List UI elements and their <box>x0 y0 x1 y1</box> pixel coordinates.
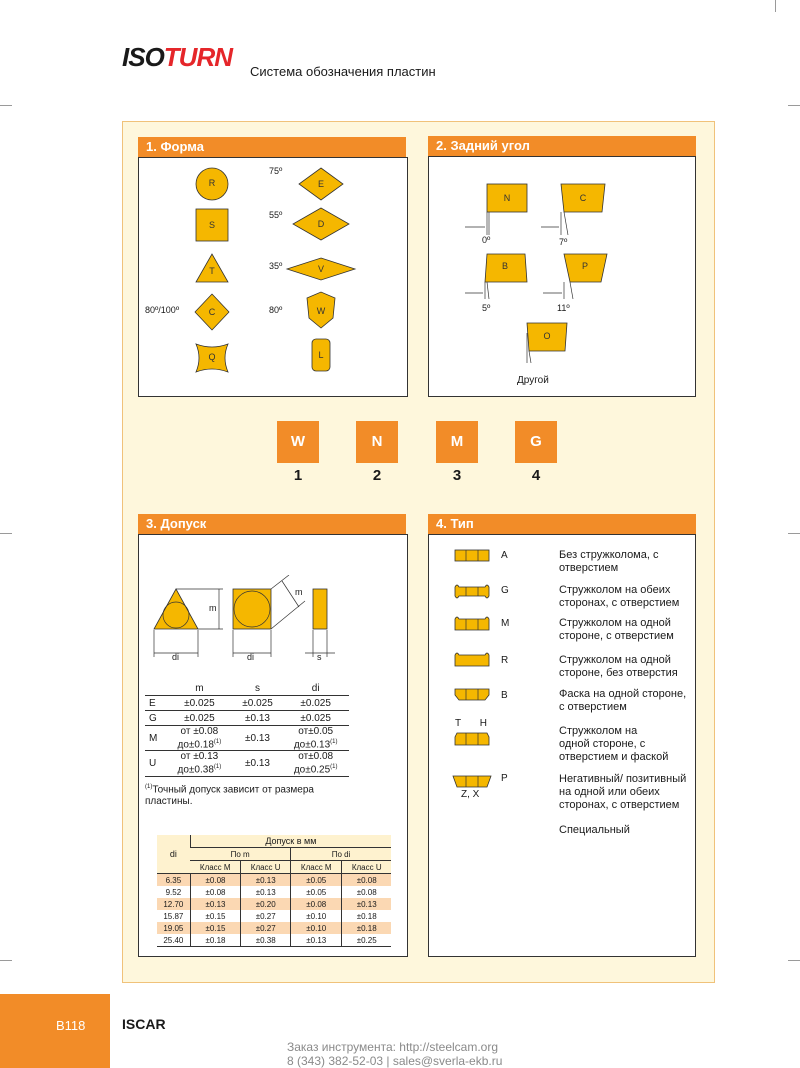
type-code-p: P <box>501 773 508 784</box>
table-row: 6.35 ±0.08 ±0.13 ±0.05 ±0.08 <box>157 874 391 887</box>
type-icons <box>449 545 529 825</box>
page-number: B118 <box>56 1018 86 1033</box>
section-tolerance-title: 3. Допуск <box>138 514 406 534</box>
section-shape-box <box>138 157 408 397</box>
clearance-b: B <box>501 261 508 271</box>
col-di-header: di <box>157 835 190 874</box>
label-r: R <box>208 178 216 188</box>
label-q: Q <box>208 352 216 362</box>
label-d: D <box>317 219 325 229</box>
code-number-4: 4 <box>531 467 541 484</box>
crop-mark <box>775 0 776 12</box>
type-code-g: G <box>501 585 509 596</box>
angle-c: 80º/100º <box>145 305 180 315</box>
table-row: M от ±0.08 $до\pm 0.18^{(1)}$ ±0.13 от±0.05 $до\pm 0.13^{(1)}$ <box>145 726 349 751</box>
crop-mark <box>788 533 800 534</box>
dim-m1: m <box>209 603 217 613</box>
label-t: T <box>209 266 215 276</box>
clearance-p: P <box>581 261 588 271</box>
angle-p: 11º <box>557 303 570 313</box>
dop-title: Допуск в мм <box>190 835 391 848</box>
crop-mark <box>0 105 12 106</box>
crop-mark <box>0 533 12 534</box>
section-type-title: 4. Тип <box>428 514 696 534</box>
type-code-th: T H <box>455 718 487 729</box>
type-text-b: Фаска на одной стороне, с отверстием <box>559 688 687 713</box>
type-code-zx: Z, X <box>461 789 480 800</box>
section-clearance-box <box>428 156 696 397</box>
table-row: U от ±0.13 $до\pm 0.38^{(1)}$ ±0.13 от±0.08 $до\pm 0.25^{(1)}$ <box>145 751 349 776</box>
type-text-th: Стружколом на одной стороне, с отверстием и фаской <box>559 725 669 763</box>
clearance-n: N <box>503 193 511 203</box>
tolerance-table <box>145 681 349 777</box>
col-s: s <box>233 681 283 696</box>
dim-s: s <box>317 652 322 662</box>
table-row: 25.40 ±0.18 ±0.38 ±0.13 ±0.25 <box>157 934 391 947</box>
table-row: 15.87 ±0.15 ±0.27 ±0.10 ±0.18 <box>157 910 391 922</box>
angle-e: 75º <box>269 166 283 176</box>
code-letter-4: G <box>515 421 557 463</box>
table-row: 9.52 ±0.08 ±0.13 ±0.05 ±0.08 <box>157 886 391 898</box>
type-text-r: Стружколом на одной стороне, без отверстия <box>559 654 678 679</box>
table-row: 19.05 ±0.15 ±0.27 ±0.10 ±0.18 <box>157 922 391 934</box>
angle-d: 55º <box>269 210 283 220</box>
footer-contact-line: 8 (343) 382-52-03 | sales@sverla-ekb.ru <box>287 1054 503 1068</box>
angle-w: 80º <box>269 305 283 315</box>
table-row: 12.70 ±0.13 ±0.20 ±0.08 ±0.13 <box>157 898 391 910</box>
angle-v: 35º <box>269 261 283 271</box>
code-number-3: 3 <box>452 467 462 484</box>
shape-diagrams <box>139 158 407 396</box>
crop-mark <box>788 960 800 961</box>
clearance-o: O <box>543 331 551 341</box>
type-text-m: Стружколом на одной стороне, с отверстием <box>559 617 674 642</box>
code-number-1: 1 <box>293 467 303 484</box>
code-letter-2: N <box>356 421 398 463</box>
section-tolerance-box <box>138 534 408 957</box>
section-type-box <box>428 534 696 957</box>
label-e: E <box>317 179 324 189</box>
tolerance-note: $^{(1)}$Точный допуск зависит от размера пластины. <box>145 784 314 808</box>
angle-b: 5º <box>482 303 491 313</box>
type-code-a: A <box>501 550 508 561</box>
code-letter-1: W <box>277 421 319 463</box>
crop-mark <box>788 105 800 106</box>
crop-mark <box>0 960 12 961</box>
type-text-a: Без стружколома, с отверстием <box>559 549 659 574</box>
type-code-r: R <box>501 655 509 666</box>
type-code-b: B <box>501 690 508 701</box>
dim-m2: m <box>295 587 303 597</box>
clearance-c: C <box>579 193 587 203</box>
footer-order-line: Заказ инструмента: http://steelcam.org <box>287 1040 499 1054</box>
angle-other: Другой <box>517 375 549 386</box>
label-w: W <box>316 306 326 316</box>
section-clearance-title: 2. Задний угол <box>428 136 696 156</box>
type-text-g: Стружколом на обеих сторонах, с отверстием <box>559 584 680 609</box>
label-c: C <box>208 307 216 317</box>
col-di: di <box>282 681 349 696</box>
col-m: m <box>166 681 233 696</box>
type-code-m: M <box>501 618 510 629</box>
code-number-2: 2 <box>372 467 382 484</box>
label-s: S <box>208 220 215 230</box>
clearance-diagrams <box>429 157 695 396</box>
table-row: G ±0.025 ±0.13 ±0.025 <box>145 711 349 726</box>
type-text-p: Негативный/ позитивный на одной или обеих сторонах, с отверстием <box>559 773 687 811</box>
brand-name: ISCAR <box>122 1016 166 1032</box>
page-title: Система обозначения пластин <box>250 64 436 79</box>
angle-n: 0º <box>482 235 491 245</box>
di-tolerance-table: di Допуск в мм По m По di Класс M Класс U Класс M Класс U 6.35 ±0.08 ±0.13 ±0.05 ±0.08 9.52 ±0.08 ±0.13 ±0.05 ±0.08 12.70 ±0.13 ±0.20 ±0.08 ±0.13 15.87 ±0.15 ±0.27 ±0.10 ±0.18 19.05 ±0.15 ±0.27 ±0.10 ±0.18 25.40 ±0.18 ±0.38 ±0.13 ±0.25 <box>157 835 391 947</box>
dim-di1: di <box>172 652 180 662</box>
section-shape-title: 1. Форма <box>138 137 406 157</box>
dim-di2: di <box>247 652 255 662</box>
label-l: L <box>318 350 324 360</box>
angle-c2: 7º <box>559 237 568 247</box>
table-row: E ±0.025 ±0.025 ±0.025 <box>145 696 349 711</box>
type-text-zx: Специальный <box>559 824 630 836</box>
code-letter-3: M <box>436 421 478 463</box>
isoturn-logo: ISOTURN <box>122 42 233 72</box>
page-number-bar <box>0 994 110 1068</box>
label-v: V <box>317 264 324 274</box>
